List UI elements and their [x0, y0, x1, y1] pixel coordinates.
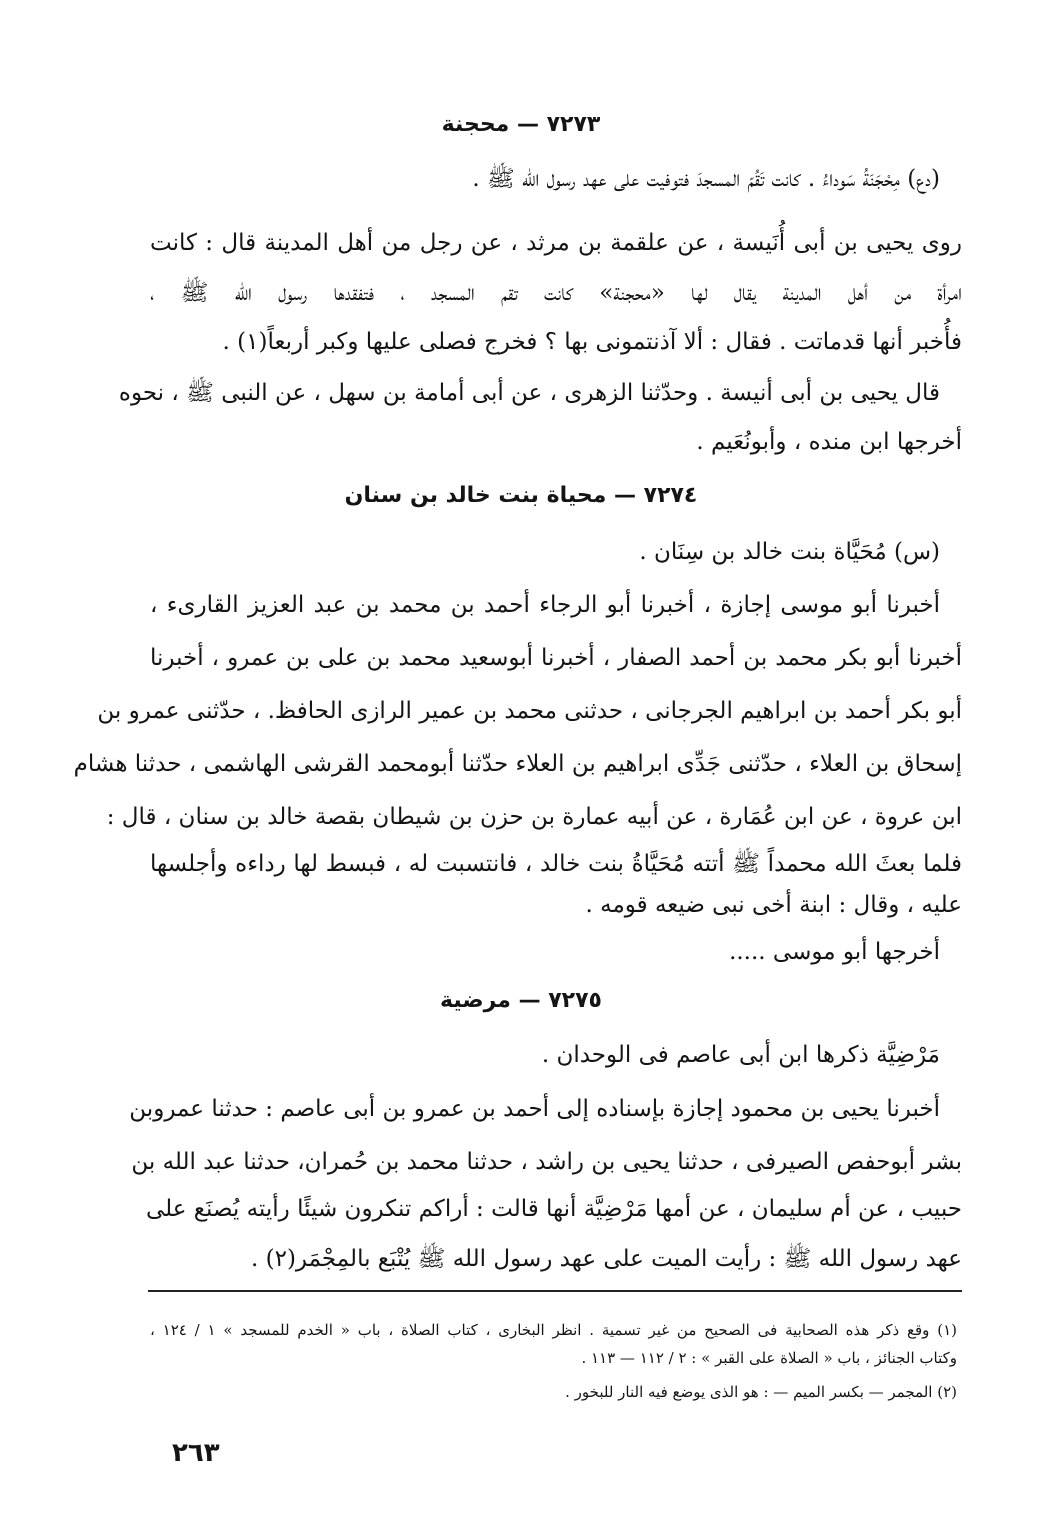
entry-7275-line-4: حبيب ، عن أم سليمان ، عن أمها مَرْضِيَّة أنها قالت : أراكم تنكرون شيئًا رأيته يُصنَع على	[145, 1196, 962, 1222]
entry-7273-line-2: روى يحيى بن أبى أُنَيسة ، عن علقمة بن مرثد ، عن رجل من أهل المدينة قال : كانت	[150, 230, 962, 256]
footnote-divider	[148, 1290, 962, 1292]
entry-heading-7274: ٧٢٧٤ — محياة بنت خالد بن سنان	[344, 483, 698, 508]
entry-7274-line-5: إسحاق بن العلاء ، حدّثنى جَدِّى ابراهيم بن العلاء حدّثنا أبومحمد القرشى الهاشمى ، حدثنا هشام	[73, 751, 962, 777]
entry-7274-line-3: أخبرنا أبو بكر محمد بن أحمد الصفار ، أخبرنا أبوسعيد محمد بن على بن عمرو ، أخبرنا	[150, 645, 962, 671]
footnote-2: (٢) المجمر — بكسر الميم — : هو الذى يوضع فيه النار للبخور .	[565, 1383, 957, 1401]
entry-7273-line-6: أخرجها ابن منده ، وأبونُعَيم .	[696, 429, 962, 455]
entry-7274-line-7: فلما بعثَ الله محمداً ﷺ أتته مُحَيَّاةُ بنت خالد ، فانتسبت له ، فبسط لها رداءه وأجلسها	[150, 851, 962, 877]
footnote-1-line-1: (١) وقع ذكر هذه الصحابية فى الصحيح من غير تسمية . انظر البخارى ، كتاب الصلاة ، باب « الخدم للمسجد » ١ / ١٢٤ ،	[150, 1321, 958, 1339]
entry-7274-line-8: عليه ، وقال : ابنة أخى نبى ضيعه قومه .	[585, 892, 962, 918]
entry-7273-line-1: (دع) مِحْجَنَةُ سَوداءُ . كانت تَقُمّ المسجدَ فتوفيت على عهد رسول الله ﷺ .	[472, 166, 940, 192]
page-number: ٢٦٣	[172, 1438, 220, 1468]
entry-7275-line-5: عهد رسول الله ﷺ : رأيت الميت على عهد رسول الله ﷺ يُتْبَع بالمِجْمَر(٢) .	[250, 1246, 962, 1272]
entry-7275-line-2: أخبرنا يحيى بن محمود إجازة بإسناده إلى أحمد بن عمرو بن أبى عاصم : حدثنا عمروبن	[129, 1096, 940, 1122]
entry-7274-line-6: ابن عروة ، عن ابن عُمَارة ، عن أبيه عمارة بن حزن بن شيطان بقصة خالد بن سنان ، قال :	[106, 804, 962, 830]
entry-7275-line-1: مَرْضِيَّة ذكرها ابن أبى عاصم فى الوحدان .	[541, 1042, 940, 1068]
entry-7274-line-4: أبو بكر أحمد بن ابراهيم الجرجانى ، حدثنى محمد بن عمير الرازى الحافظ. ، حدّثنى عمرو بن	[97, 698, 962, 724]
entry-heading-7275: ٧٢٧٥ — مرضية	[440, 988, 602, 1013]
entry-7274-line-1: (س) مُحَيَّاة بنت خالد بن سِنَان .	[639, 539, 940, 565]
entry-7273-line-3: امرأة من أهل المدينة يقال لها «محجنة» كانت تقم المسجد ، فتفقدها رسول الله ﷺ ،	[150, 280, 962, 306]
entry-7275-line-3: بشر أبوحفص الصيرفى ، حدثنا يحيى بن راشد ، حدثنا محمد بن حُمران، حدثنا عبد الله بن	[131, 1149, 962, 1175]
entry-7273-line-5: قال يحيى بن أبى أنيسة . وحدّثنا الزهرى ، عن أبى أمامة بن سهل ، عن النبى ﷺ ، نحوه	[118, 380, 940, 406]
entry-7273-line-4: فأُخبر أنها قدماتت . فقال : ألا آذنتمونى بها ؟ فخرج فصلى عليها وكبر أربعاً(١) .	[222, 329, 962, 355]
entry-7274-line-2: أخبرنا أبو موسى إجازة ، أخبرنا أبو الرجاء أحمد بن محمد بن عبد العزيز القارىء ،	[150, 592, 940, 618]
entry-heading-7273: ٧٢٧٣ — محجنة	[441, 112, 601, 137]
footnote-1-line-2: وكتاب الجنائز ، باب « الصلاة على القبر » : ٢ / ١١٢ — ١١٣ .	[581, 1349, 957, 1367]
entry-7274-line-9: أخرجها أبو موسى .....	[729, 939, 940, 965]
